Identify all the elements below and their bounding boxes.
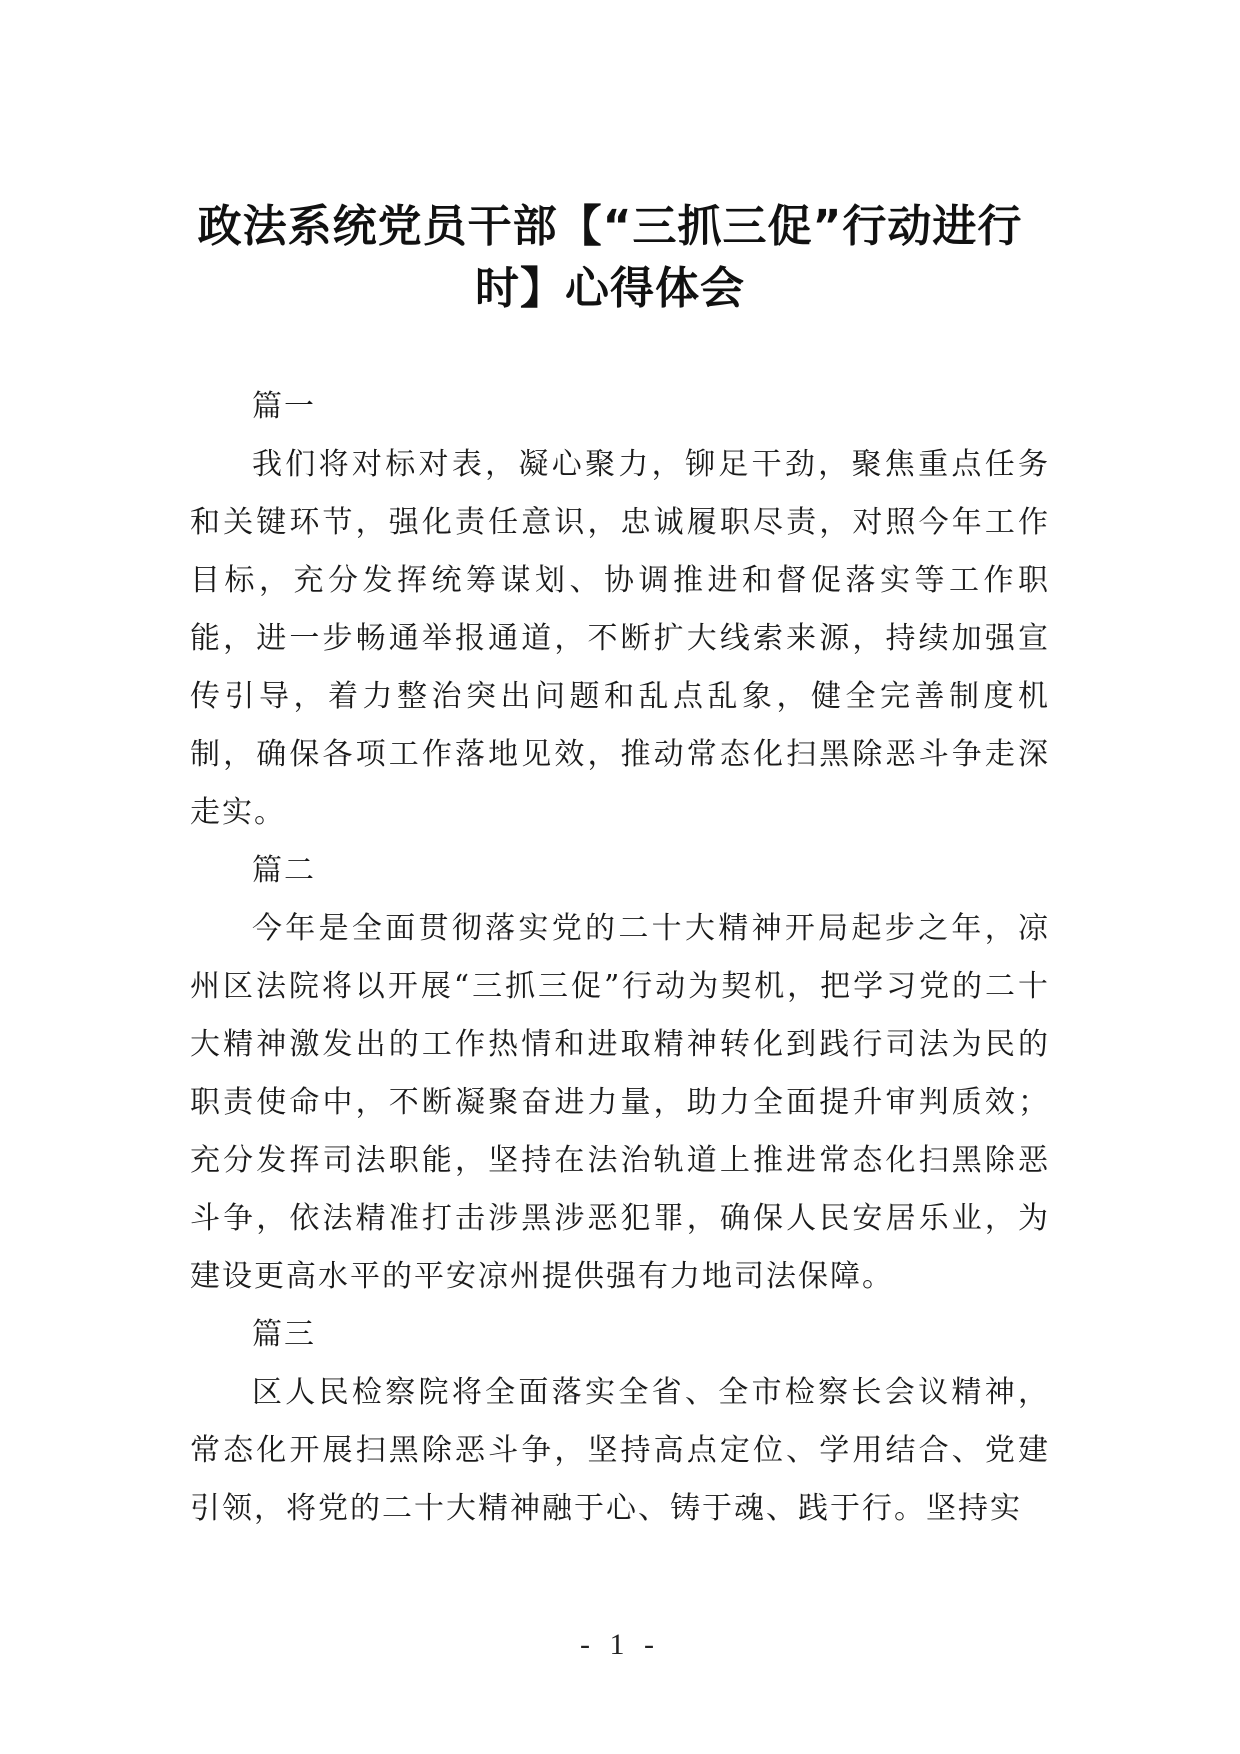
section-heading-1: 篇一 — [252, 389, 316, 424]
document-title — [170, 196, 1050, 320]
section-heading-3: 篇三 — [252, 1317, 316, 1352]
section-paragraph-1: 我们将对标对表，凝心聚力，铆足干劲，聚焦重点任务和关键环节，强化责任意识，忠诚履职尽责，对照今年工作目标，充分发挥统筹谋划、协调推进和督促落实等工作职能，进一步畅通举报通道，不断扩大线索来源，持续加强宣传引导，着力整治突出问题和乱点乱象，健全完善制度机制，确保各项工作落地见效，推动常态化扫黑除恶斗争走深走实。 — [190, 447, 1050, 830]
section-heading-2: 篇二 — [252, 853, 316, 888]
document-body — [190, 378, 1050, 1538]
title-line-2: 时】心得体会 — [475, 263, 745, 314]
page-number: - 1 - — [580, 1628, 660, 1661]
title-line-1: 政法系统党员干部【“三抓三促”行动进行 — [197, 201, 1023, 252]
section-paragraph-2: 今年是全面贯彻落实党的二十大精神开局起步之年，凉州区法院将以开展“三抓三促”行动为契机，把学习党的二十大精神激发出的工作热情和进取精神转化到践行司法为民的职责使命中，不断凝聚奋进力量，助力全面提升审判质效；充分发挥司法职能，坚持在法治轨道上推进常态化扫黑除恶斗争，依法精准打击涉黑涉恶犯罪，确保人民安居乐业，为建设更高水平的平安凉州提供强有力地司法保障。 — [190, 911, 1050, 1294]
section-paragraph-3: 区人民检察院将全面落实全省、全市检察长会议精神，常态化开展扫黑除恶斗争，坚持高点定位、学用结合、党建引领，将党的二十大精神融于心、铸于魂、践于行。坚持实 — [190, 1375, 1050, 1526]
